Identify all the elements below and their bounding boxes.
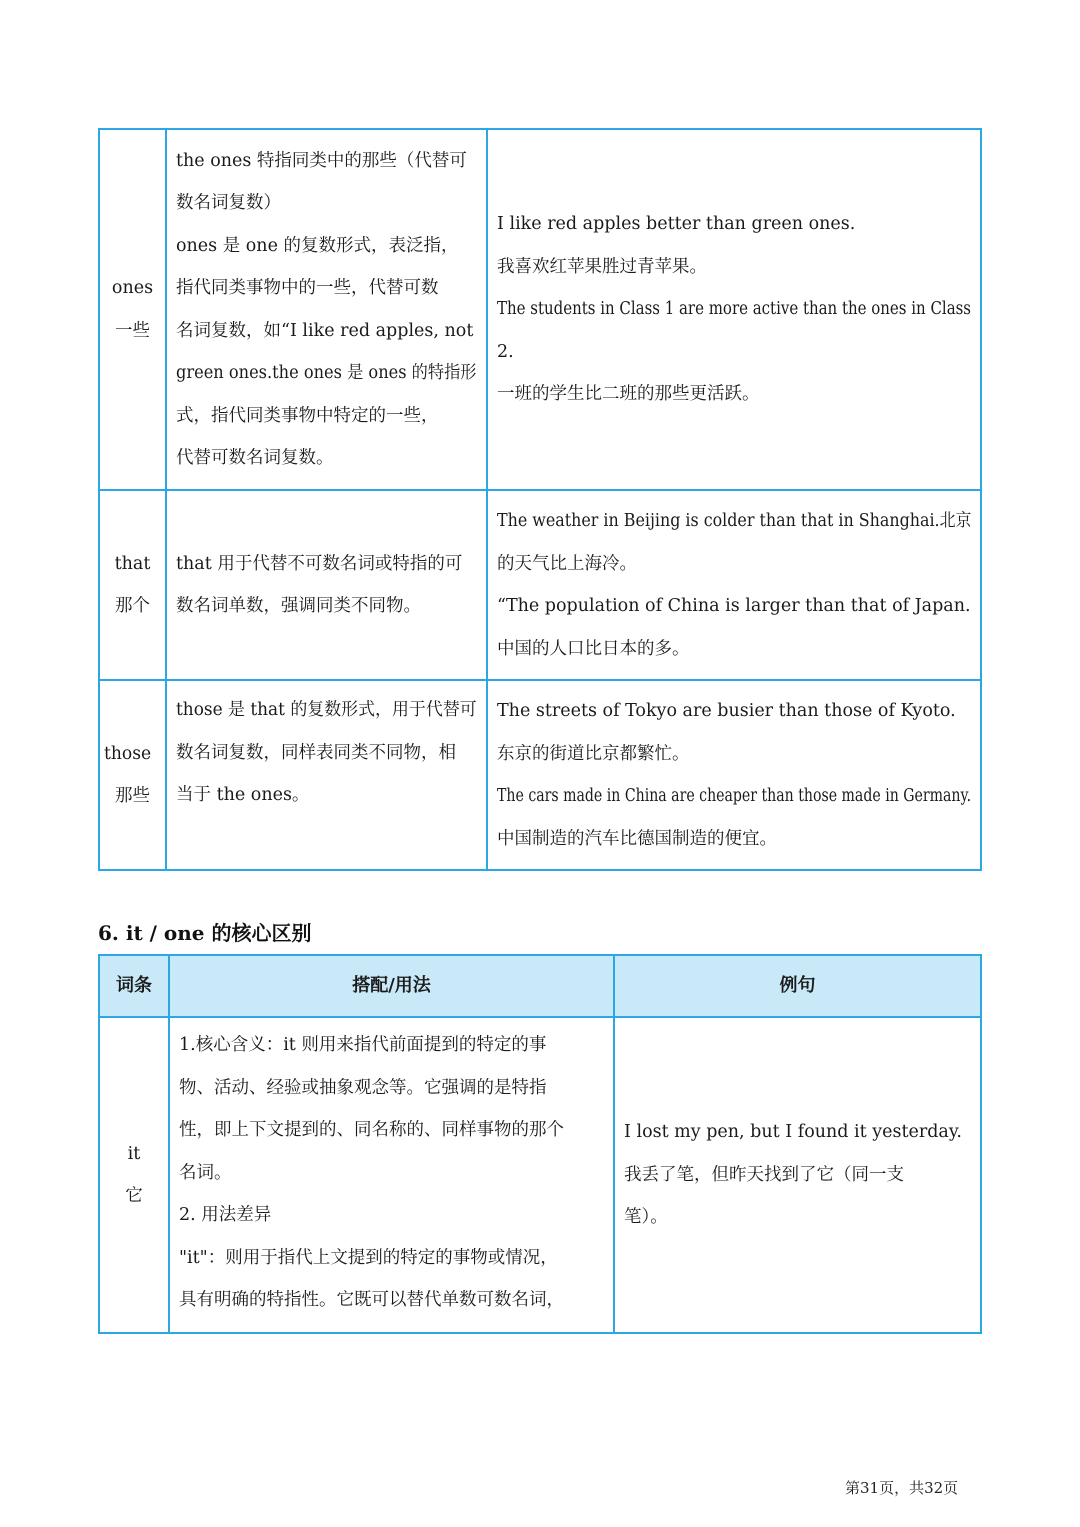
example-line: The streets of Tokyo are busier than those of Kyoto.: [497, 701, 956, 721]
example-line: The cars made in China are cheaper than those made in Germany.: [497, 786, 972, 806]
example-line: The students in Class 1 are more active than the ones in Class: [497, 299, 972, 320]
usage-cell: [166, 129, 487, 490]
word-cn: 它: [125, 1186, 143, 1206]
usage-line: 名词复数，如“I like red apples, not: [176, 320, 474, 341]
word-cell: [99, 680, 166, 870]
example-cell: [487, 490, 981, 680]
word-cell: [99, 1017, 169, 1333]
header-word: 词条: [99, 955, 169, 1017]
table-row: [99, 1017, 981, 1333]
word-en: those: [104, 743, 152, 764]
usage-cell: [166, 680, 487, 870]
word-en: it: [127, 1143, 141, 1164]
word-cn: 那个: [115, 596, 150, 616]
word-cell: [99, 129, 166, 490]
table-header-row: [99, 955, 981, 1017]
table-row: [99, 490, 981, 680]
example-line: “The population of China is larger than that of Japan.: [497, 596, 971, 616]
header-example: 例句: [614, 955, 981, 1017]
usage-line: those 是 that 的复数形式，用于代替可: [176, 700, 477, 720]
word-en: ones: [111, 278, 154, 298]
usage-line: that 用于代替不可数名词或特指的可: [176, 553, 463, 574]
usage-cell: [166, 490, 487, 680]
usage-line: 2. 用法差异: [179, 1205, 272, 1225]
usage-line: 代替可数名词复数。: [176, 448, 334, 468]
word-en: that: [114, 553, 151, 574]
example-line: 中国的人口比日本的多。: [497, 638, 690, 659]
example-line: 东京的街道比京都繁忙。: [497, 743, 690, 764]
example-line: 我喜欢红苹果胜过青苹果。: [497, 256, 707, 277]
usage-table-top: [98, 128, 982, 871]
example-line: 我丢了笔，但昨天找到了它（同一支: [624, 1164, 904, 1185]
example-cell: [487, 680, 981, 870]
example-line: The weather in Beijing is colder than that in Shanghai.北京: [497, 511, 972, 531]
section-heading: 6. it / one 的核心区别: [98, 921, 312, 945]
table-row: [99, 680, 981, 870]
usage-line: 式，指代同类事物中特定的一些，: [176, 405, 439, 426]
usage-line: green ones.the ones 是 ones 的特指形: [176, 363, 477, 383]
usage-line: 性，即上下文提到的、同名称的、同样事物的那个: [179, 1120, 564, 1140]
table-row: [99, 129, 981, 490]
example-line: I like red apples better than green ones.: [497, 214, 856, 235]
usage-line: 数名词复数）: [176, 193, 281, 213]
usage-line: 数名词单数，强调同类不同物。: [176, 596, 421, 616]
example-cell: [487, 129, 981, 490]
example-line: 2.: [497, 341, 514, 362]
word-cn: 一些: [115, 320, 150, 341]
usage-table-bottom: [98, 954, 982, 1334]
page-number: 第31页，共32页: [845, 1479, 959, 1497]
usage-line: 当于 the ones。: [176, 785, 310, 805]
header-usage: 搭配/用法: [169, 955, 614, 1017]
word-cell: [99, 490, 166, 680]
example-line: 笔）。: [624, 1207, 668, 1228]
usage-cell: [169, 1017, 614, 1333]
usage-line: 具有明确的特指性。它既可以替代单数可数名词，: [179, 1290, 564, 1310]
usage-line: 名词。: [179, 1162, 232, 1183]
example-line: 一班的学生比二班的那些更活跃。: [497, 384, 760, 405]
usage-line: 1.核心含义：it 则用来指代前面提到的特定的事: [179, 1035, 547, 1055]
example-line: 的天气比上海冷。: [497, 553, 637, 574]
usage-line: the ones 特指同类中的那些（代替可: [176, 150, 467, 171]
usage-line: ones 是 one 的复数形式，表泛指，: [176, 235, 459, 256]
example-line: I lost my pen, but I found it yesterday.: [624, 1122, 962, 1143]
usage-line: 指代同类事物中的一些，代替可数: [176, 278, 439, 298]
usage-line: "it"：则用于指代上文提到的特定的事物或情况，: [179, 1247, 558, 1268]
example-cell: [614, 1017, 981, 1333]
usage-line: 物、活动、经验或抽象观念等。它强调的是特指: [179, 1077, 547, 1098]
usage-line: 数名词复数，同样表同类不同物，相: [176, 742, 456, 763]
example-line: 中国制造的汽车比德国制造的便宜。: [497, 828, 777, 849]
word-cn: 那些: [115, 786, 150, 806]
